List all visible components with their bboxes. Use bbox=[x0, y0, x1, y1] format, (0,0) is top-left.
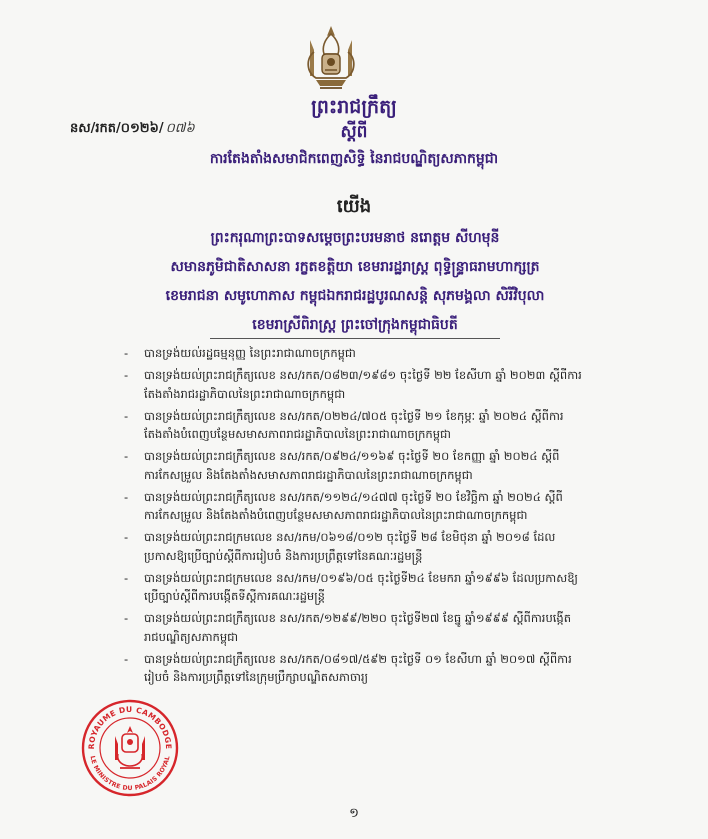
royal-palace-seal-icon bbox=[80, 698, 180, 798]
divider bbox=[210, 338, 500, 339]
decree-subject: ការតែងតាំងសមាជិកពេញសិទ្ធិ នៃរាជបណ្ឌិត្យសភាកម្ពុជា bbox=[209, 151, 499, 167]
list-dash: - bbox=[124, 530, 129, 544]
list-dash: - bbox=[124, 449, 129, 463]
decree-title: ព្រះរាជក្រឹត្យ bbox=[311, 96, 397, 118]
decree-number-handwritten: ០៧៦ bbox=[165, 121, 195, 136]
page-number: ១ bbox=[349, 806, 359, 821]
list-item bbox=[124, 488, 584, 525]
king-title-line: ព្រះករុណាព្រះបាទសម្តេចព្រះបរមនាថ នរោត្តម សីហមុនី bbox=[210, 230, 500, 246]
list-item-text: បានទ្រង់យល់ព្រះរាជក្រឹត្យលេខ នស/រកត/១១២៤/១៤៧៧ ចុះថ្ងៃទី ២០ ខែវិច្ឆិកា ឆ្នាំ ២០២៤ ស្តីពីការកែសម្រួល និងតែងតាំងបំពេញបន្ថែមសមាសភាពរាជរដ្ឋាភិបាលនៃព្រះរាជាណាចក្រកម្ពុជា bbox=[144, 489, 563, 522]
list-item bbox=[124, 609, 584, 646]
list-item-text: បានទ្រង់យល់ព្រះរាជក្រមលេខ នស/រកម/០១៩៦/០៥ ចុះថ្ងៃទី២៤ ខែមករា ឆ្នាំ១៩៩៦ ដែលប្រកាសឱ្យប្រើច្បាប់ស្តីពីការបង្កើតទីស្តីការគណៈរដ្ឋមន្ត្រី bbox=[144, 570, 578, 603]
considerations-list bbox=[124, 344, 584, 690]
list-item bbox=[124, 366, 584, 403]
list-item bbox=[124, 447, 584, 484]
list-dash: - bbox=[124, 368, 129, 382]
list-item-text: បានទ្រង់យល់ព្រះរាជក្រឹត្យលេខ នស/រកត/១២៩៩/២២០ ចុះថ្ងៃទី២៧ ខែធ្នូ ឆ្នាំ១៩៩៩ ស្តីពីការបង្កើតរាជបណ្ឌិត្យសភាកម្ពុជា bbox=[144, 611, 572, 644]
svg-text:LE MINISTRE DU PALAIS ROYAL bbox=[88, 755, 171, 792]
decree-number-printed: នស/រកត/០១២៦/ bbox=[70, 121, 164, 136]
list-item-text: បានទ្រង់យល់រដ្ឋធម្មនុញ្ញ នៃព្រះរាជាណាចក្រកម្ពុជា bbox=[144, 346, 356, 360]
seal-bottom-text: LE MINISTRE DU PALAIS ROYAL bbox=[88, 755, 172, 793]
king-title-line: ខេមរាស្រីពិរាស្ត្រ ព្រះចៅក្រុងកម្ពុជាធិបតី bbox=[252, 317, 458, 333]
king-title-line: សមានភូមិជាតិសាសនា រក្ខតខត្តិយា ខេមរារដ្ឋរាស្ត្រ ពុទ្ធិន្ទ្រាធរាមហាក្សត្រ bbox=[170, 259, 540, 275]
list-item bbox=[124, 407, 584, 444]
list-dash: - bbox=[124, 570, 129, 585]
list-dash: - bbox=[124, 611, 129, 625]
list-item bbox=[124, 344, 584, 363]
list-item-text: បានទ្រង់យល់ព្រះរាជក្រឹត្យលេខ នស/រកត/០២២៤/៧០៥ ចុះថ្ងៃទី ២១ ខែកុម្ភៈ ឆ្នាំ ២០២៤ ស្តីពីការតែងតាំងបំពេញបន្ថែមសមាសភាពរាជរដ្ឋាភិបាលនៃព្រះរាជាណាចក្រកម្ពុជា bbox=[144, 408, 564, 441]
list-item-text: បានទ្រង់យល់ព្រះរាជក្រឹត្យលេខ នស/រកត/០៨១៧/៥៩២ ចុះថ្ងៃទី ០១ ខែសីហា ឆ្នាំ ២០១៧ ស្តីពីការរៀបចំ និងការប្រព្រឹត្តទៅនៃក្រុមប្រឹក្សាបណ្ឌិតសភាចារ្យ bbox=[144, 651, 572, 684]
list-item bbox=[124, 569, 584, 606]
preamble-we: យើង bbox=[336, 196, 372, 217]
king-title-line: ខេមរាជនា សមូហោភាស កម្ពុជឯករាជរដ្ឋបូរណសន្តិ សុភមង្គលា សិរីវិបុលា bbox=[165, 288, 545, 304]
decree-subtitle: ស្តីពី bbox=[340, 122, 368, 142]
royal-crest-icon bbox=[300, 22, 362, 94]
list-dash: - bbox=[124, 651, 129, 666]
list-item-text: បានទ្រង់យល់ព្រះរាជក្រឹត្យលេខ នស/រកត/០៨២៣/១៩៨១ ចុះថ្ងៃទី ២២ ខែសីហា ឆ្នាំ ២០២៣ ស្តីពីការតែងតាំងរាជរដ្ឋាភិបាលនៃព្រះរាជាណាចក្រកម្ពុជា bbox=[144, 368, 582, 401]
king-title bbox=[90, 224, 620, 340]
list-item bbox=[124, 528, 584, 565]
list-item-text: បានទ្រង់យល់ព្រះរាជក្រមលេខ នស/រកម/០៦១៨/០១២ ចុះថ្ងៃទី ២៨ ខែមិថុនា ឆ្នាំ ២០១៨ ដែលប្រកាសឱ្យប្រើច្បាប់ស្តីពីការរៀបចំ និងការប្រព្រឹត្តទៅនៃគណៈរដ្ឋមន្ត្រី bbox=[144, 530, 556, 563]
list-item-text: បានទ្រង់យល់ព្រះរាជក្រឹត្យលេខ នស/រកត/០៩២៤/១១៦៩ ចុះថ្ងៃទី ២០ ខែកញ្ញា ឆ្នាំ ២០២៤ ស្តីពីការកែសម្រួល និងតែងតាំងសមាសភាពរាជរដ្ឋាភិបាលនៃព្រះរាជាណាចក្រកម្ពុជា bbox=[144, 449, 560, 482]
list-dash: - bbox=[124, 346, 129, 360]
list-item bbox=[124, 650, 584, 687]
list-dash: - bbox=[124, 489, 129, 504]
seal-top-text: ROYAUME DU CAMBODGE bbox=[86, 704, 174, 750]
list-dash: - bbox=[124, 408, 129, 423]
